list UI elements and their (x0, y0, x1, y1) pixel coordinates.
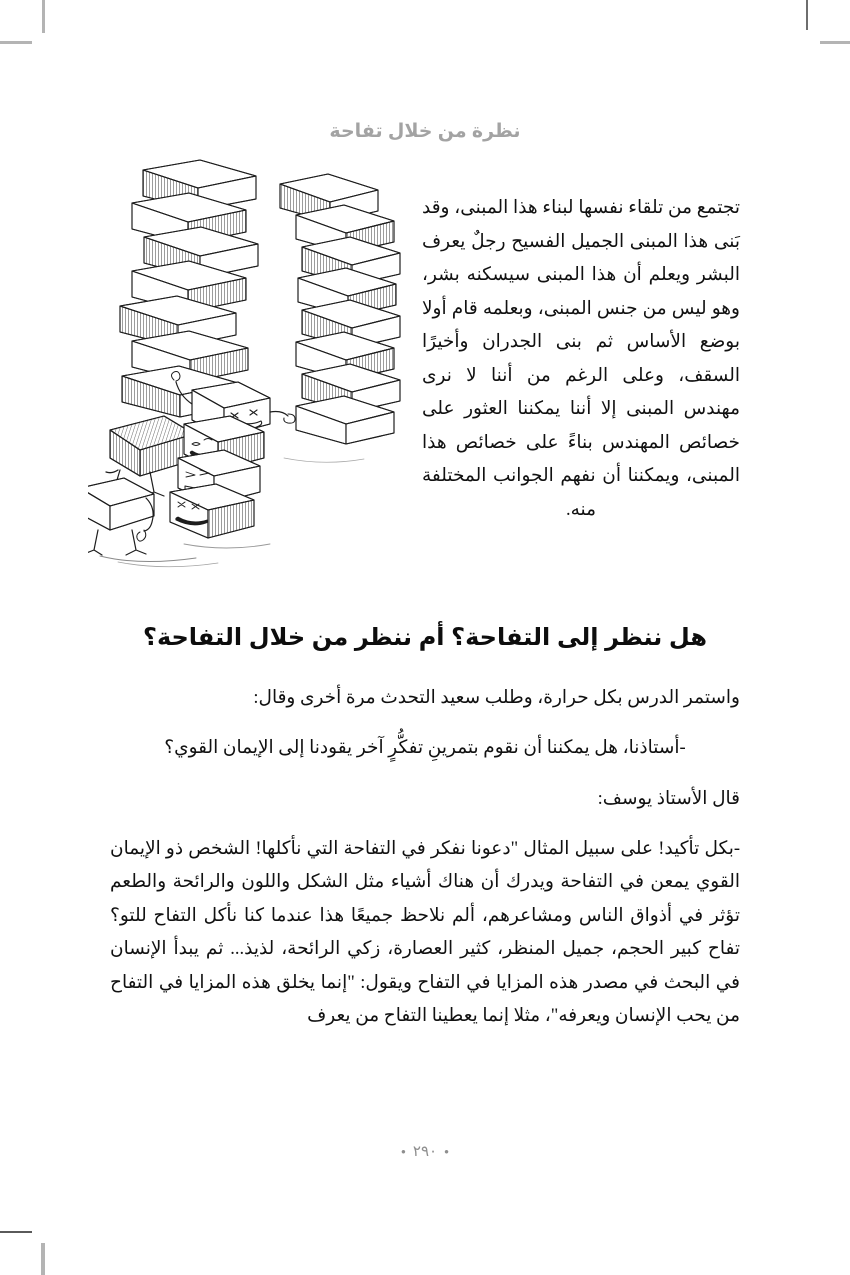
stacked-boxes-with-faces-illustration (88, 158, 418, 578)
paragraph-teacher-attribution: قال الأستاذ يوسف: (597, 789, 740, 809)
folio-ornament-right: • (444, 1144, 449, 1159)
paragraph-student-question: -أستاذنا، هل يمكننا أن نقوم بتمرينِ تفكُّرٍ آخر يقودنا إلى الإيمان القوي؟ (164, 737, 686, 758)
folio-number: ٢٩٠ (412, 1143, 438, 1160)
body-column (110, 682, 740, 1034)
running-head: نظرة من خلال تفاحة (329, 121, 521, 142)
paragraph-teacher-answer: -بكل تأكيد! على سبيل المثال "دعونا نفكر في التفاحة التي نأكلها! الشخص ذو الإيمان القوي يمعن في التفاحة ويدرك أن هناك أشياء مثل الشكل واللون والرائحة والطعم تؤثر في أذواق الناس ومشاعرهم، ألم نلاحظ جميعًا هذا عندما كنا نأكل التفاح للتو؟ تفاح كبير الحجم، جميل المنظر، كثير العصارة، زكي الرائحة، لذيذ... ثم يبدأ الإنسان في البحث في مصدر هذه المزايا في التفاح ويقول: "إنما يخلق هذه المزايا في التفاح من يحب الإنسان ويعرفه"، مثلا إنما يعطينا التفاح من يعرف (110, 838, 740, 1026)
folio-ornament-left: • (401, 1144, 406, 1159)
folio (0, 1142, 850, 1160)
intro-paragraph: تجتمع من تلقاء نفسها لبناء هذا المبنى، وقد بَنى هذا المبنى الجميل الفسيح رجلٌ يعرف البشر ويعلم أن هذا المبنى سيسكنه بشر، وهو ليس من جنس المبنى، وبعلمه قام أولا بوضع الأساس ثم بنى الجدران وأخيرًا السقف، وعلى الرغم من أننا لا نرى مهندس المبنى إلا أننا يمكننا العثور على خصائص المهندس بناءً على خصائص هذا المبنى، ويمكننا أن نفهم الجوانب المختلفة منه. (422, 198, 740, 520)
section-heading: هل ننظر إلى التفاحة؟ أم ننظر من خلال التفاحة؟ (143, 624, 707, 651)
paragraph-narration: واستمر الدرس بكل حرارة، وطلب سعيد التحدث مرة أخرى وقال: (253, 688, 740, 708)
